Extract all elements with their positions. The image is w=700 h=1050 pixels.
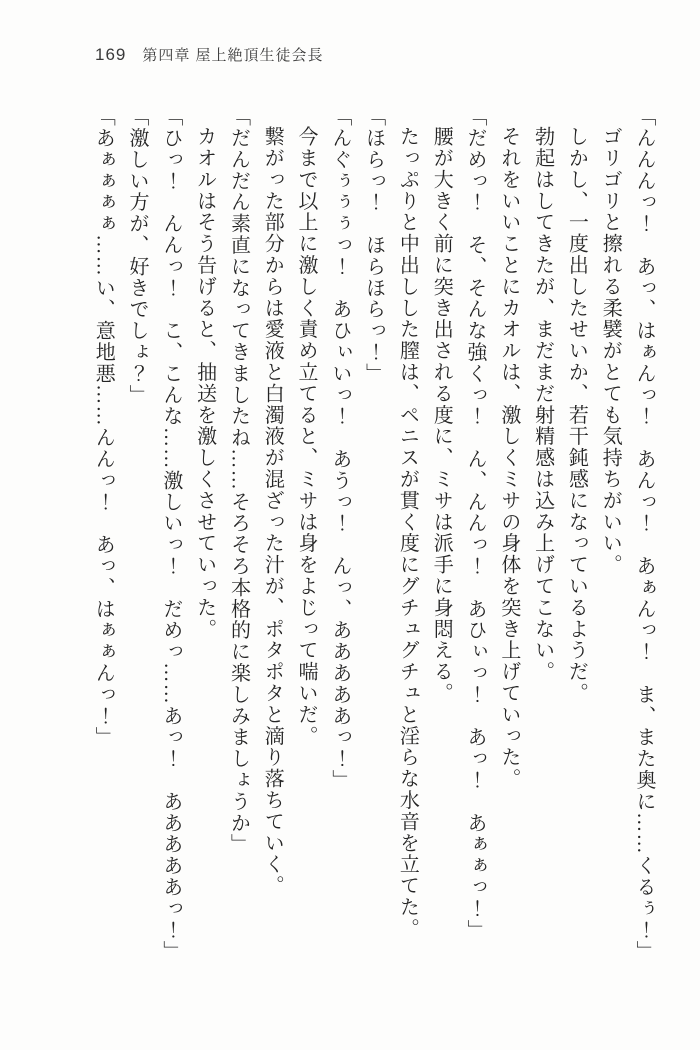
dialogue-line: 「んんんっ！ あっ、はぁんっ！ あんっ！ あぁんっ！ ま、また奥に……くるぅ！」: [633, 106, 655, 962]
narration-line: しかし、一度出したせいか、若干鈍感になっているようだ。: [565, 126, 588, 704]
page-number: 169: [95, 45, 127, 64]
dialogue-line: 「ほらっ！ ほらほらっ！」: [362, 106, 385, 385]
chapter-title: 第四章 屋上絶頂生徒会長: [142, 47, 324, 64]
dialogue-line: 「あぁぁぁぁ……い、意地悪……んんっ！ あっ、はぁぁんっ！」: [92, 106, 115, 748]
body-text: [85, 106, 660, 1044]
narration-line: 今まで以上に激しく責め立てると、ミサは身をよじって喘いだ。: [295, 126, 318, 747]
narration-line: 勃起はしてきたが、まだまだ射精感は込み上げてこない。: [531, 126, 554, 683]
dialogue-line: 「激しい方が、好きでしょ？」: [126, 106, 149, 406]
dialogue-line: 「だめっ！ そ、そんな強くっ！ ん、んんっ！ あひぃっ！ あっ！ あぁぁっ！」: [464, 106, 487, 941]
narration-line: カオルはそう告げると、抽送を激しくさせていった。: [193, 126, 216, 640]
narration-line: 腰が大きく前に突き出される度に、ミサは派手に身悶える。: [430, 126, 453, 704]
dialogue-line: 「ひっ！ んんっ！ こ、こんな……激しいっ！ だめっ……あっ！ あああああっ！」: [159, 106, 182, 962]
narration-line: たっぷりと中出しした膣は、ペニスが貫く度にグチュグチュと淫らな水音を立てた。: [396, 126, 419, 940]
running-header: [95, 44, 324, 65]
narration-line: それをいいことにカオルは、激しくミサの身体を突き上げていった。: [497, 126, 520, 790]
dialogue-line: 「んぐぅぅぅっ！ あひぃいっ！ あうっ！ んっ、あああああっ！」: [328, 106, 351, 791]
narration-line: 繋がった部分からは愛液と白濁液が混ざった汁が、ポタポタと滴り落ちていく。: [261, 126, 284, 897]
narration-line: ゴリゴリと擦れる柔襞がとても気持ちがいい。: [599, 126, 622, 576]
dialogue-line: 「だんだん素直になってきましたね……そろそろ本格的に楽しみましょうか」: [227, 106, 250, 855]
